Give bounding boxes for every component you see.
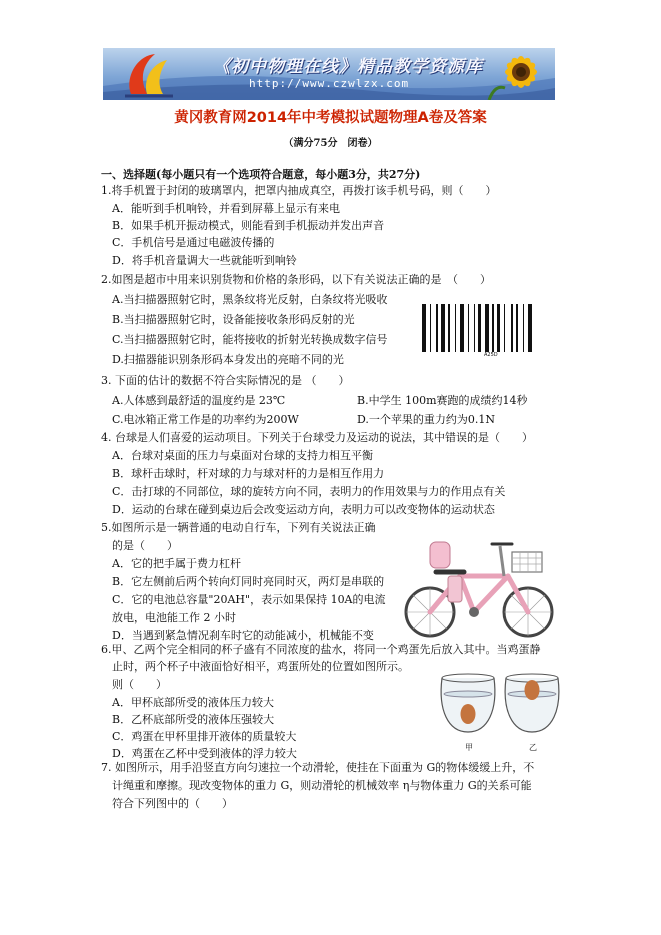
q3-stem: 3. 下面的估计的数据不符合实际情况的是 （ ）	[101, 374, 350, 387]
cup-label-left: 甲	[465, 743, 473, 752]
q2-stem: 2.如图是超市中用来识别货物和价格的条形码，以下有关说法正确的是 （ ）	[101, 273, 491, 286]
banner-url: http://www.czwlzx.com	[249, 77, 410, 90]
q6-stem-cont: 止时，两个杯子中液面恰好相平，鸡蛋所处的位置如图所示。	[112, 660, 409, 673]
electric-bicycle-figure	[400, 532, 560, 638]
q6-option-a: A．甲杯底部所受的液体压力较大	[112, 696, 274, 709]
q3-option-d: D.一个苹果的重力约为0.1N	[357, 413, 496, 426]
q2-option-a: A.当扫描器照射它时，黑条纹将光反射，白条纹将光吸收	[112, 293, 388, 306]
swirl-logo-icon	[121, 50, 177, 98]
banner-title: 《初中物理在线》精品教学资源库	[213, 57, 483, 77]
q3-option-a: A.人体感到最舒适的温度约是 23℃	[112, 394, 286, 407]
eggs-in-cups-figure	[438, 670, 564, 740]
q6-stem: 6.甲、乙两个完全相同的杯子盛有不同浓度的盐水，将同一个鸡蛋先后放入其中。当鸡蛋静	[101, 643, 541, 656]
q7-stem-cont: 计绳重和摩擦。现改变物体的重力 G，则动滑轮的机械效率 η与物体重力 G的关系可能	[112, 779, 532, 792]
barcode-caption: A25D	[484, 352, 498, 358]
q6-stem-end: 则（ ）	[112, 678, 167, 691]
q7-stem-end: 符合下列图中的（ ）	[112, 797, 233, 810]
q4-option-a: A．台球对桌面的压力与桌面对台球的支持力相互平衡	[112, 449, 373, 462]
cup-label-right: 乙	[529, 743, 537, 752]
barcode-icon	[420, 304, 564, 352]
q5-option-c: C．它的电池总容量"20AH"，表示如果保持 10A的电流	[112, 593, 386, 606]
q1-stem: 1.将手机置于封闭的玻璃罩内，把罩内抽成真空，再拨打该手机号码，则（ ）	[101, 184, 497, 197]
q3-option-b: B.中学生 100m赛跑的成绩约14秒	[357, 394, 528, 407]
q5-option-a: A．它的把手属于费力杠杆	[112, 557, 241, 570]
q3-option-c: C.电冰箱正常工作是的功率约为200W	[112, 413, 299, 426]
q5-stem-cont: 的是（ ）	[112, 539, 178, 552]
header-banner	[103, 48, 555, 100]
q6-option-c: C．鸡蛋在甲杯里排开液体的质量较大	[112, 730, 297, 743]
q5-option-d: D．当遇到紧急情况刹车时它的动能减小，机械能不变	[112, 629, 374, 642]
egg-in-cup-right	[525, 680, 540, 700]
q5-option-c-cont: 放电，电池能工作 2 小时	[112, 611, 236, 624]
q2-option-d: D.扫描器能识别条形码本身发出的亮暗不同的光	[112, 353, 344, 366]
q6-option-b: B．乙杯底部所受的液体压强较大	[112, 713, 275, 726]
q2-option-c: C.当扫描器照射它时，能将接收的折射光转换成数字信号	[112, 333, 388, 346]
q1-option-d: D．将手机音量调大一些就能听到响铃	[112, 254, 297, 267]
egg-in-cup-left	[461, 704, 476, 724]
barcode-figure	[420, 304, 564, 360]
q4-option-b: B．球杆击球时，杆对球的力与球对杆的力是相互作用力	[112, 467, 385, 480]
q5-option-b: B．它左侧前后两个转向灯同时亮同时灭，两灯是串联的	[112, 575, 385, 588]
sunflower-icon	[481, 48, 555, 100]
q1-option-a: A．能听到手机响铃，并看到屏幕上显示有来电	[112, 202, 340, 215]
q6-option-d: D．鸡蛋在乙杯中受到液体的浮力较大	[112, 747, 297, 760]
q1-option-c: C．手机信号是通过电磁波传播的	[112, 236, 275, 249]
q4-option-c: C．击打球的不同部位，球的旋转方向不同，表明力的作用效果与力的作用点有关	[112, 485, 506, 498]
q5-stem: 5.如图所示是一辆普通的电动自行车，下列有关说法正确	[101, 521, 376, 534]
page-title: 黄冈教育网2014年中考模拟试题物理A卷及答案	[174, 110, 487, 126]
q4-option-d: D．运动的台球在碰到桌边后会改变运动方向，表明力可以改变物体的运动状态	[112, 503, 495, 516]
section-heading: 一、选择题(每小题只有一个选项符合题意，每小题3分，共27分)	[101, 168, 421, 181]
page-subtitle: （满分75分 闭卷）	[283, 138, 378, 149]
q1-option-b: B．如果手机开振动模式，则能看到手机振动并发出声音	[112, 219, 385, 232]
q7-stem: 7. 如图所示，用手沿竖直方向匀速拉一个动滑轮，使挂在下面重为 G的物体缓缓上升，不	[101, 761, 535, 774]
q4-stem: 4. 台球是人们喜爱的运动项目。下列关于台球受力及运动的说法，其中错误的是（ ）	[101, 431, 533, 444]
q2-option-b: B.当扫描器照射它时，设备能接收条形码反射的光	[112, 313, 355, 326]
